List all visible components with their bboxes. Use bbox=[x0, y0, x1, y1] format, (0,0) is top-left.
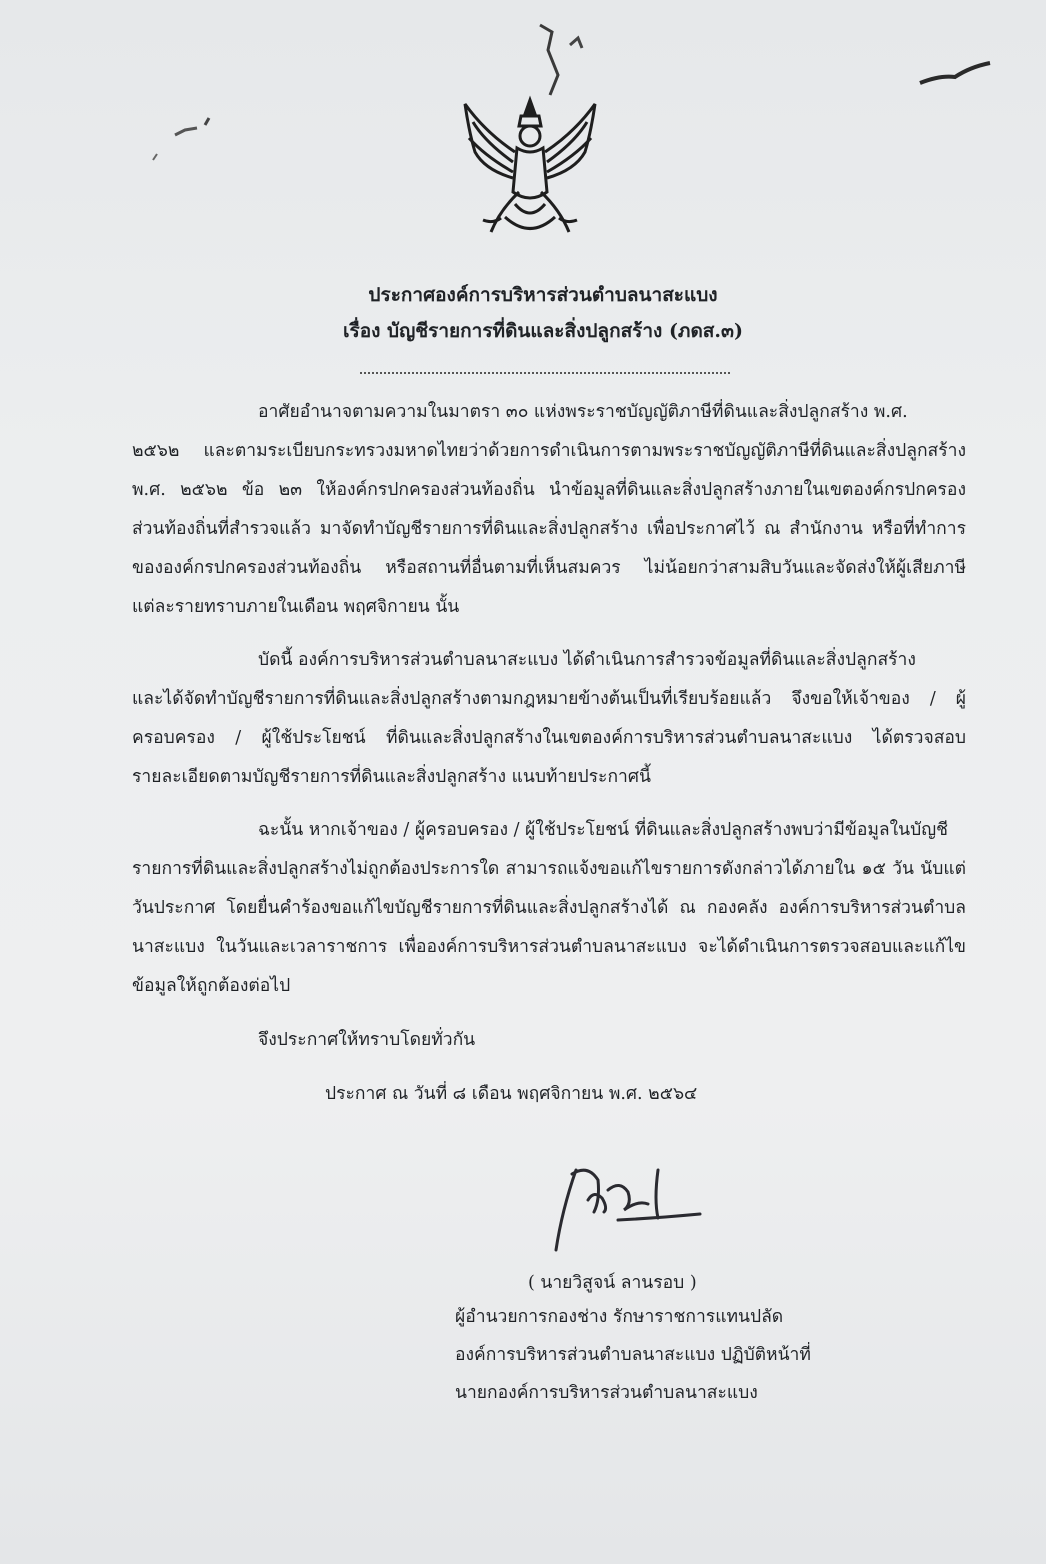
paragraph-line: รายละเอียดตามบัญชีรายการที่ดินและสิ่งปลูกสร้าง แนบท้ายประกาศนี้ bbox=[132, 767, 651, 787]
paragraph-line: ขององค์กรปกครองส่วนท้องถิ่น หรือสถานที่อื่นตามที่เห็นสมควร ไม่น้อยกว่าสามสิบวันและจัดส่งให้ผู้เสียภาษี bbox=[132, 558, 966, 578]
dotted-divider bbox=[360, 372, 730, 374]
signatory-position-line: นายกองค์การบริหารส่วนตำบลนาสะแบง bbox=[455, 1383, 758, 1403]
handwritten-signature bbox=[548, 1160, 708, 1260]
paper-tear-mark bbox=[145, 110, 225, 170]
paper-tear-mark bbox=[530, 20, 590, 100]
paragraph-line: และได้จัดทำบัญชีรายการที่ดินและสิ่งปลูกสร้างตามกฎหมายข้างต้นเป็นที่เรียบร้อยแล้ว จึงขอให้เจ้าของ / ผู้ bbox=[132, 689, 966, 709]
paper-tear-mark bbox=[915, 55, 995, 95]
announcement-subject: เรื่อง บัญชีรายการที่ดินและสิ่งปลูกสร้าง (ภดส.๓) bbox=[343, 320, 743, 342]
signatory-name: ( นายวิสูจน์ ลานรอบ ) bbox=[528, 1273, 697, 1293]
paragraph-line: ส่วนท้องถิ่นที่สำรวจแล้ว มาจัดทำบัญชีรายการที่ดินและสิ่งปลูกสร้าง เพื่อประกาศไว้ ณ สำนักงาน หรือที่ทำการ bbox=[132, 519, 966, 539]
paragraph-line: อาศัยอำนาจตามความในมาตรา ๓๐ แห่งพระราชบัญญัติภาษีที่ดินและสิ่งปลูกสร้าง พ.ศ. bbox=[258, 402, 908, 422]
signatory-position-line: องค์การบริหารส่วนตำบลนาสะแบง ปฏิบัติหน้าที่ bbox=[455, 1345, 811, 1365]
signatory-position-line: ผู้อำนวยการกองช่าง รักษาราชการแทนปลัด bbox=[455, 1307, 784, 1327]
paragraph-line: ครอบครอง / ผู้ใช้ประโยชน์ ที่ดินและสิ่งปลูกสร้างในเขตองค์การบริหารส่วนตำบลนาสะแบง ได้ตรวจสอบ bbox=[132, 728, 966, 748]
paragraph-line: ข้อมูลให้ถูกต้องต่อไป bbox=[132, 976, 291, 996]
paragraph-line: ฉะนั้น หากเจ้าของ / ผู้ครอบครอง / ผู้ใช้ประโยชน์ ที่ดินและสิ่งปลูกสร้างพบว่ามีข้อมูลในบัญชี bbox=[258, 820, 949, 840]
paragraph-line: พ.ศ. ๒๕๖๒ ข้อ ๒๓ ให้องค์กรปกครองส่วนท้องถิ่น นำข้อมูลที่ดินและสิ่งปลูกสร้างภายในเขตองค์กรปกครอง bbox=[132, 480, 966, 500]
paragraph-line: นาสะแบง ในวันและเวลาราชการ เพื่อองค์การบริหารส่วนตำบลนาสะแบง จะได้ดำเนินการตรวจสอบและแก้ไข bbox=[132, 937, 966, 957]
paragraph-line: แต่ละรายทราบภายในเดือน พฤศจิกายน นั้น bbox=[132, 597, 460, 617]
announcement-date: ประกาศ ณ วันที่ ๘ เดือน พฤศจิกายน พ.ศ. ๒๕๖๔ bbox=[325, 1084, 698, 1104]
paragraph-line: บัดนี้ องค์การบริหารส่วนตำบลนาสะแบง ได้ดำเนินการสำรวจข้อมูลที่ดินและสิ่งปลูกสร้าง bbox=[258, 650, 916, 670]
closing-statement: จึงประกาศให้ทราบโดยทั่วกัน bbox=[258, 1030, 476, 1050]
paragraph-line: วันประกาศ โดยยื่นคำร้องขอแก้ไขบัญชีรายการที่ดินและสิ่งปลูกสร้างได้ ณ กองคลัง องค์การบริหารส่วนตำบล bbox=[132, 898, 966, 918]
garuda-emblem-icon bbox=[455, 92, 605, 242]
paragraph-line: รายการที่ดินและสิ่งปลูกสร้างไม่ถูกต้องประการใด สามารถแจ้งขอแก้ไขรายการดังกล่าวได้ภายใน ๑๕ วัน นับแต่ bbox=[132, 859, 966, 879]
announcement-title: ประกาศองค์การบริหารส่วนตำบลนาสะแบง bbox=[368, 284, 718, 306]
paragraph-line: ๒๕๖๒ และตามระเบียบกระทรวงมหาดไทยว่าด้วยการดำเนินการตามพระราชบัญญัติภาษีที่ดินและสิ่งปลูกสร้าง bbox=[132, 441, 966, 461]
